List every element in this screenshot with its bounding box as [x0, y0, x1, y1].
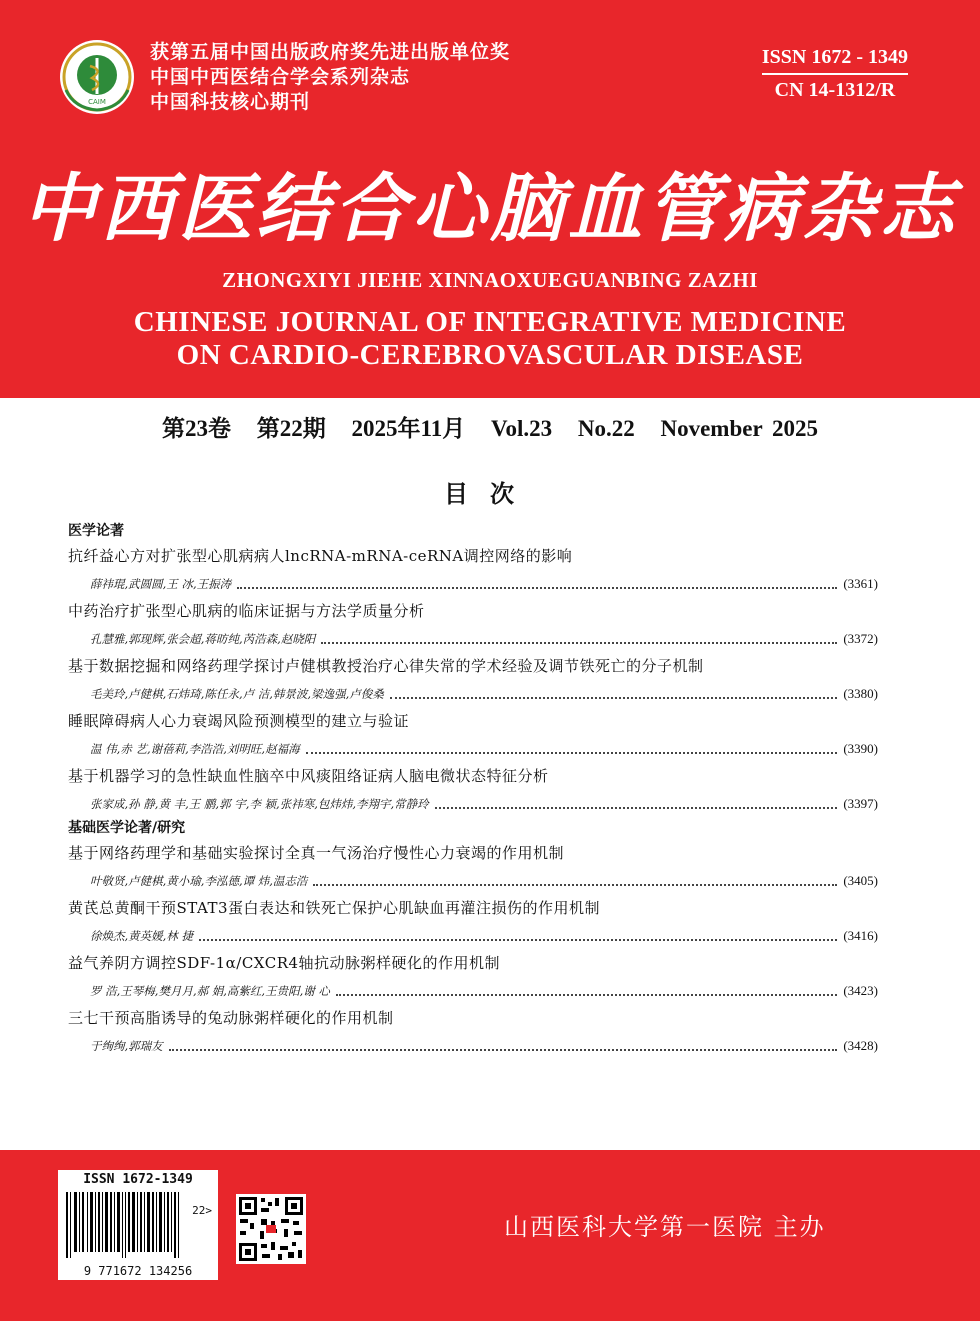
toc-entry[interactable] [68, 1004, 878, 1059]
volume-en: Vol.23 [490, 416, 553, 441]
awards-list [150, 40, 510, 115]
award-line: 中国中西医结合学会系列杂志 [150, 66, 411, 88]
article-title: 基于数据挖掘和网络药理学探讨卢健棋教授治疗心律失常的学术经验及调节铁死亡的分子机制 [68, 657, 704, 675]
toc-entry[interactable] [68, 707, 878, 762]
article-title: 抗纤益心方对扩张型心肌病病人lncRNA-mRNA-ceRNA调控网络的影响 [68, 547, 573, 565]
toc-entry[interactable] [68, 597, 878, 652]
article-title: 中药治疗扩张型心肌病的临床证据与方法学质量分析 [68, 602, 425, 620]
date-en: November 2025 [660, 416, 819, 441]
article-authors: 叶敬贤,卢健棋,黄小瑜,李泓德,谭 炜,温志浩 [90, 873, 308, 888]
article-meta [68, 977, 878, 1004]
toc-entry[interactable] [68, 894, 878, 949]
volume-cn: 第23卷 [161, 416, 231, 441]
section-heading: 基础医学论著/研究 [68, 820, 186, 836]
issn-number: ISSN 1672 - 1349 [762, 46, 908, 75]
dot-leader [199, 931, 837, 941]
dot-leader [435, 799, 838, 809]
article-page: (3397) [843, 795, 878, 811]
toc-entry[interactable] [68, 839, 878, 894]
article-meta [68, 680, 878, 707]
article-authors: 罗 浩,王琴梅,樊月月,郝 娟,高紫红,王贵阳,谢 心 [90, 983, 330, 998]
award-line: 中国科技核心期刊 [150, 91, 311, 113]
article-title: 益气养阴方调控SDF-1α/CXCR4轴抗动脉粥样硬化的作用机制 [68, 954, 501, 972]
article-page: (3361) [843, 575, 878, 591]
article-authors: 于绚绚,郭瑞友 [90, 1038, 163, 1053]
article-meta [68, 570, 878, 597]
dot-leader [390, 689, 838, 699]
toc-entry[interactable] [68, 652, 878, 707]
barcode-card [58, 1170, 218, 1280]
title-en-line-2: ON CARDIO-CEREBROVASCULAR DISEASE [176, 339, 804, 371]
dot-leader [237, 579, 837, 589]
dot-leader [336, 986, 837, 996]
barcode-issn: ISSN 1672-1349 [83, 1172, 193, 1187]
article-title: 黄芪总黄酮干预STAT3蛋白表达和铁死亡保护心肌缺血再灌注损伤的作用机制 [68, 899, 601, 917]
article-page: (3372) [843, 630, 878, 646]
article-page: (3405) [843, 872, 878, 888]
dot-leader [321, 634, 837, 644]
article-authors: 徐焕杰,黄英媛,林 捷 [90, 928, 193, 943]
journal-title-cn: 中西医结合心脑血管病杂志 [22, 166, 958, 252]
article-authors: 张家成,孙 静,黄 丰,王 鹏,郭 宇,李 颖,张祎寒,包炜炜,李翔宇,常静玲 [90, 796, 429, 811]
dot-leader [169, 1041, 838, 1051]
dot-leader [306, 744, 838, 754]
article-meta [68, 922, 878, 949]
society-logo [52, 38, 142, 116]
dot-leader [313, 876, 837, 886]
journal-title-en [0, 306, 980, 372]
article-page: (3423) [843, 982, 878, 998]
journal-title-pinyin: ZHONGXIYI JIEHE XINNAOXUEGUANBING ZAZHI [222, 268, 758, 292]
article-title: 基于网络药理学和基础实验探讨全真一气汤治疗慢性心力衰竭的作用机制 [68, 844, 565, 862]
toc-entry[interactable] [68, 762, 878, 817]
article-authors: 毛美玲,卢健棋,石炜琦,陈任永,卢 洁,韩景波,梁逸强,卢俊桑 [90, 686, 384, 701]
article-title: 基于机器学习的急性缺血性脑卒中风痰阻络证病人脑电微状态特征分析 [68, 767, 549, 785]
date-cn: 2025年11月 [351, 416, 466, 441]
article-meta [68, 790, 878, 817]
article-title: 三七干预高脂诱导的兔动脉粥样硬化的作用机制 [68, 1009, 394, 1027]
article-page: (3380) [843, 685, 878, 701]
contents-heading: 目次 [444, 480, 536, 508]
article-authors: 薛祎琨,武圆圆,王 冰,王振涛 [90, 576, 232, 591]
article-page: (3390) [843, 740, 878, 756]
barcode-number: 9 771672 134256 [83, 1264, 193, 1278]
barcode-icon [66, 1192, 190, 1258]
article-title: 睡眠障碍病人心力衰竭风险预测模型的建立与验证 [68, 712, 410, 730]
table-of-contents [68, 520, 878, 1059]
article-page: (3416) [843, 927, 878, 943]
article-authors: 温 伟,赤 艺,谢蓓莉,李浩浩,刘明旺,赵福海 [90, 741, 300, 756]
logo-text: CAIM [88, 98, 106, 106]
article-meta [68, 625, 878, 652]
number-cn: 第22期 [256, 416, 326, 441]
issn-block [762, 46, 908, 102]
article-meta [68, 1032, 878, 1059]
award-line: 获第五届中国出版政府奖先进出版单位奖 [150, 41, 511, 63]
issue-info [0, 410, 980, 443]
article-page: (3428) [843, 1037, 878, 1053]
title-en-line-1: CHINESE JOURNAL OF INTEGRATIVE MEDICINE [133, 306, 847, 338]
qr-code-icon [236, 1194, 306, 1264]
barcode-addon: 22> [192, 1204, 212, 1217]
article-meta [68, 735, 878, 762]
article-authors: 孔慧雅,郭现辉,张会超,蒋昉纯,芮浩森,赵晓阳 [90, 631, 316, 646]
number-en: No.22 [577, 416, 635, 441]
toc-entry[interactable] [68, 542, 878, 597]
article-meta [68, 867, 878, 894]
publisher: 山西医科大学第一医院 主办 [504, 1213, 826, 1241]
cn-number: CN 14-1312/R [774, 79, 896, 101]
toc-entry[interactable] [68, 949, 878, 1004]
section-heading: 医学论著 [68, 523, 124, 539]
